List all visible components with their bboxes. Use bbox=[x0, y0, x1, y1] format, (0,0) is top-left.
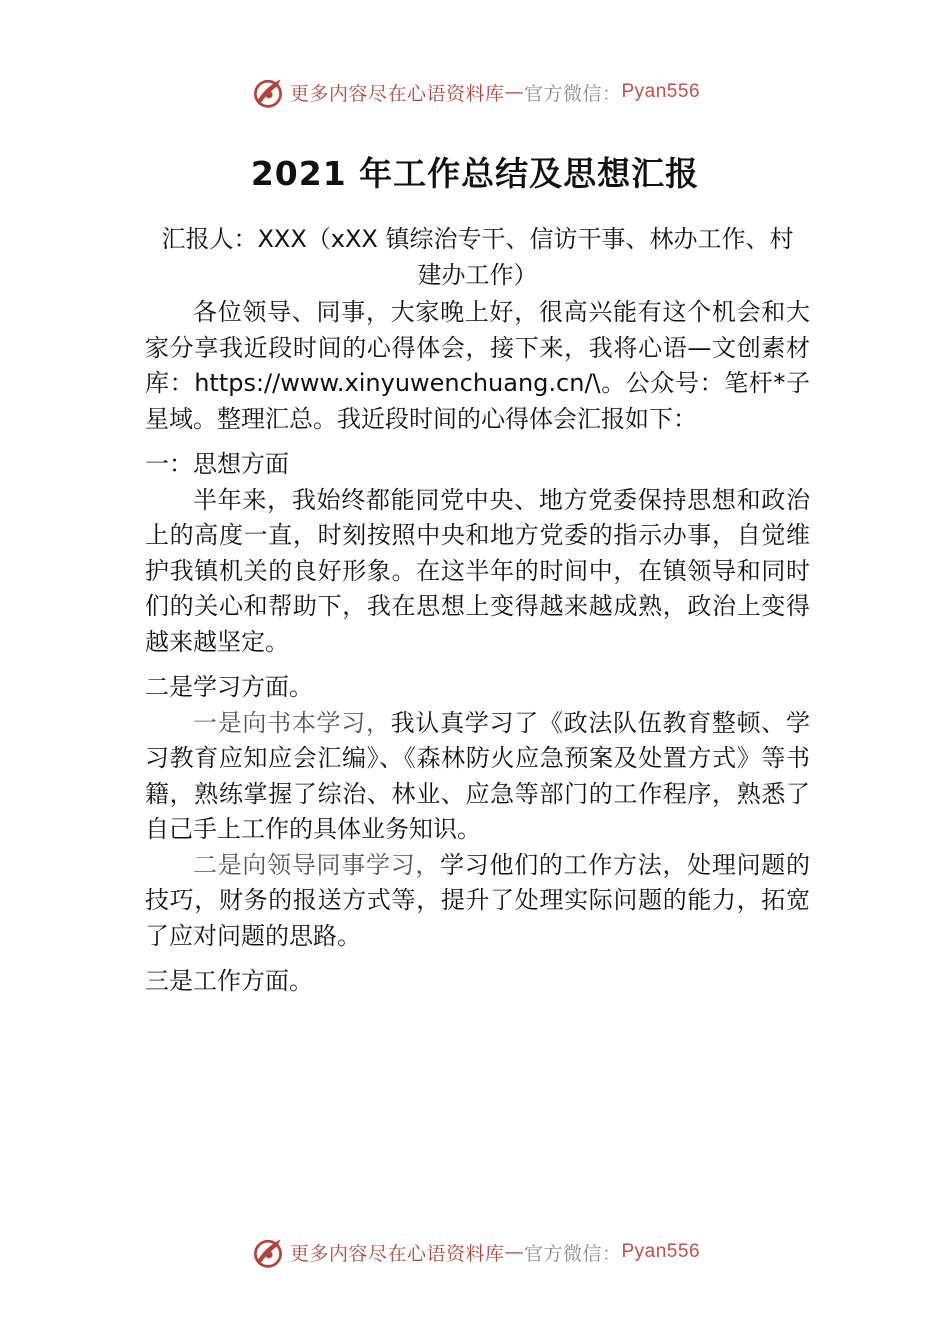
section-paragraph-study-colleagues bbox=[145, 848, 810, 955]
study-books-body: 我认真学习了《政法队伍教育整顿、学习教育应知应会汇编》、《森林防火应急预案及处置方式》等书籍，熟练掌握了综治、林业、应急等部门的工作程序，熟悉了自己手上工作的具体业务知识。 bbox=[145, 708, 811, 843]
reporter-line-1: 汇报人：XXX（xXX 镇综治专干、信访干事、林办工作、村 bbox=[161, 225, 794, 253]
footer-banner-account: Pyan556 bbox=[621, 1241, 701, 1262]
banner-dash: — bbox=[504, 81, 524, 103]
reporter-info bbox=[145, 222, 810, 293]
brush-seal-logo-icon bbox=[250, 1234, 286, 1270]
brush-seal-logo-icon bbox=[250, 74, 286, 110]
banner-wechat-label: 官方微信： bbox=[523, 82, 622, 105]
footer-banner-dash: — bbox=[504, 1241, 524, 1263]
footer-banner-text: 更多内容尽在心语资料库 bbox=[289, 1242, 505, 1265]
banner-text: 更多内容尽在心语资料库 bbox=[289, 82, 505, 105]
section-paragraph-thought: 半年来，我始终都能同党中央、地方党委保持思想和政治上的高度一直，时刻按照中央和地方党委的指示办事，自觉维护我镇机关的良好形象。在这半年的时间中，在镇领导和同时们的关心和帮助下，我在思想上变得越来越成熟，政治上变得越来越坚定。 bbox=[145, 485, 810, 656]
intro-paragraph: 各位领导、同事，大家晚上好，很高兴能有这个机会和大家分享我近段时间的心得体会，接下来，我将心语—文创素材库：https://www.xinyuwenchuang.cn/\。公众号：笔杆*子星域。整理汇总。我近段时间的心得体会汇报如下： bbox=[145, 298, 810, 433]
reporter-line-2: 建办工作） bbox=[417, 260, 538, 289]
section-heading-thought: 一：思想方面 bbox=[145, 450, 289, 478]
header-banner bbox=[0, 72, 950, 112]
document-title: 2021 年工作总结及思想汇报 bbox=[250, 154, 700, 193]
study-books-lead: 一是向书本学习， bbox=[193, 708, 391, 737]
study-colleagues-body: 学习他们的工作方法，处理问题的技巧，财务的报送方式等，提升了处理实际问题的能力，拓宽了应对问题的思路。 bbox=[145, 850, 811, 950]
section-heading-study: 二是学习方面。 bbox=[145, 673, 313, 701]
section-paragraph-study-books bbox=[145, 706, 810, 848]
study-colleagues-lead: 二是向领导同事学习， bbox=[193, 850, 441, 879]
section-heading-work: 三是工作方面。 bbox=[145, 967, 313, 995]
document-body bbox=[145, 222, 810, 1000]
footer-banner-wechat-label: 官方微信： bbox=[523, 1242, 622, 1265]
banner-account: Pyan556 bbox=[621, 81, 701, 102]
footer-banner bbox=[0, 1232, 950, 1272]
